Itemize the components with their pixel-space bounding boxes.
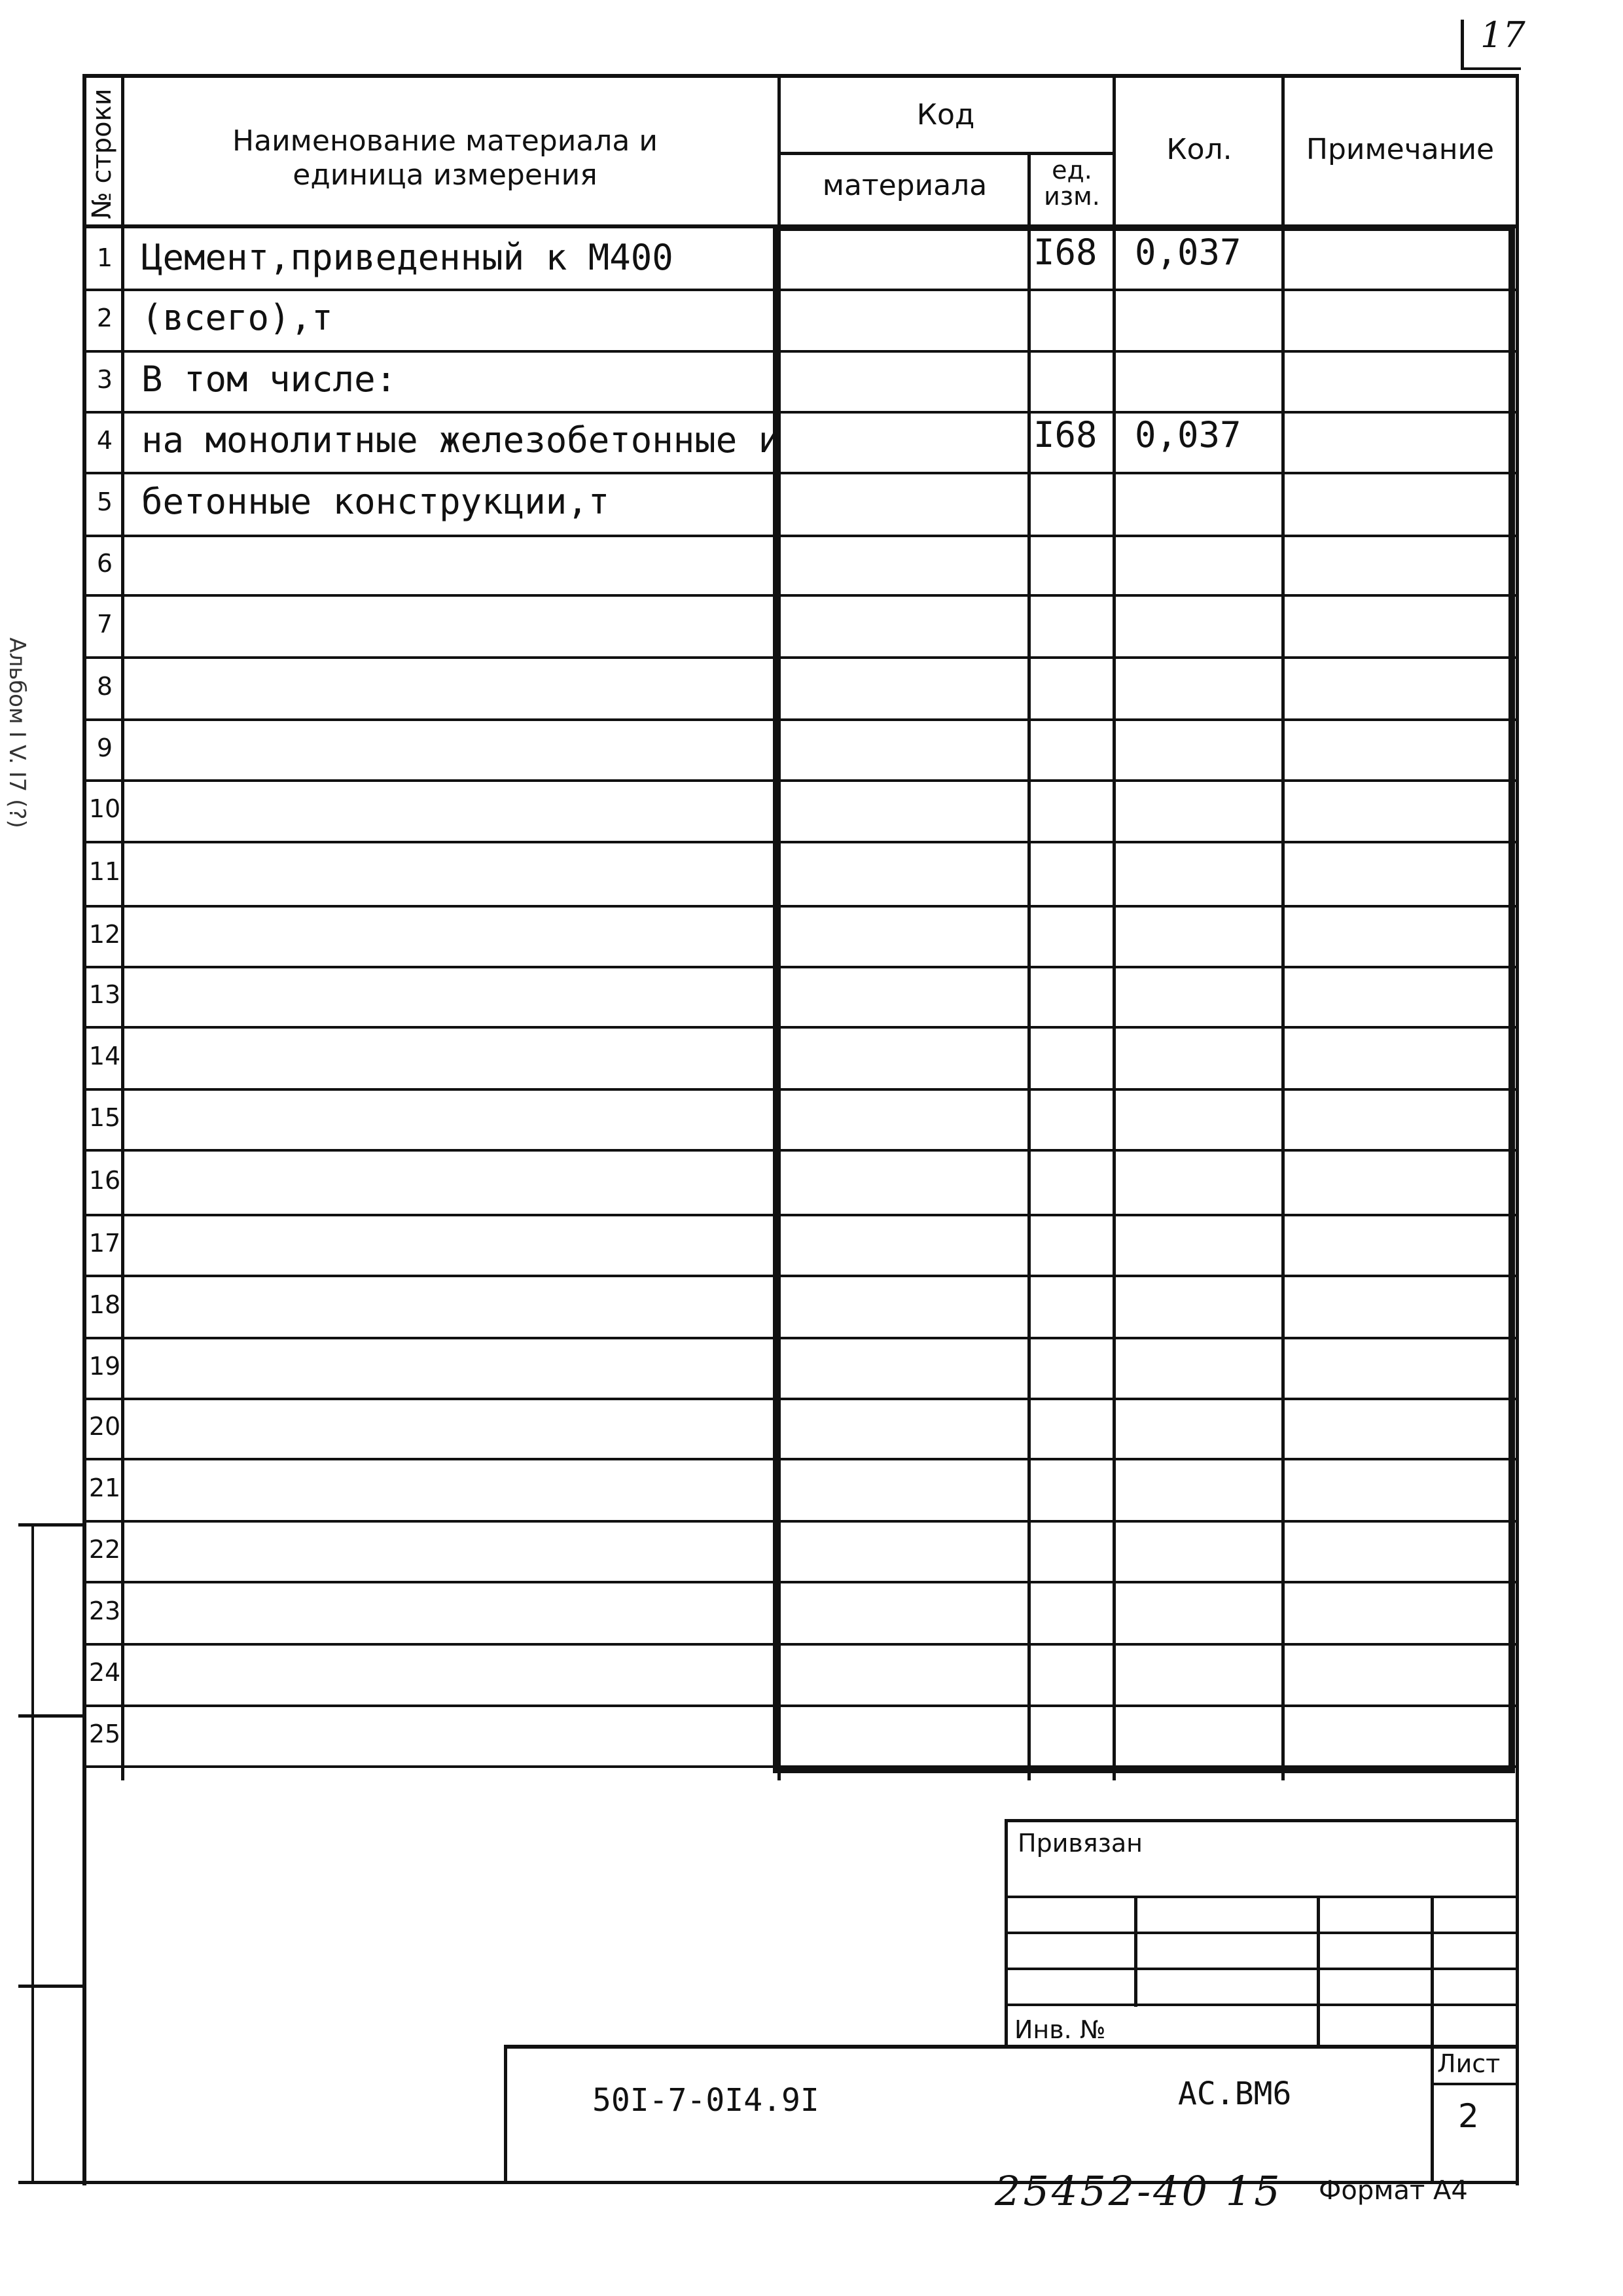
row-number: 17	[88, 1229, 121, 1258]
row-number: 3	[96, 365, 113, 394]
frame-bottom	[18, 2181, 1519, 2184]
row-number: 20	[88, 1412, 121, 1441]
doc-block-top	[504, 2045, 1519, 2049]
table-row	[82, 473, 1519, 536]
table-row	[82, 781, 1519, 842]
row-number: 23	[88, 1597, 121, 1625]
row-number: 8	[96, 672, 113, 701]
table-row	[82, 906, 1519, 967]
table-row	[82, 351, 1519, 412]
table-row	[82, 290, 1519, 351]
row-number: 22	[88, 1535, 121, 1564]
table-row	[82, 1399, 1519, 1459]
doc-block-left	[504, 2045, 507, 2184]
table-row	[82, 1521, 1519, 1582]
row-number: 14	[88, 1042, 121, 1070]
quantity: 0,037	[1135, 232, 1241, 273]
table-row	[82, 1459, 1519, 1521]
code-header: Код	[916, 98, 975, 132]
unit-code: I68	[1033, 232, 1097, 273]
corner-mark-line-bottom	[1461, 67, 1521, 70]
table-row	[82, 720, 1519, 781]
table-row	[82, 595, 1519, 658]
row-number: 4	[96, 426, 113, 455]
note-header: Примечание	[1306, 133, 1495, 166]
row-number: 18	[88, 1290, 121, 1319]
row-number: 13	[88, 980, 121, 1009]
attached-grid-h1	[1005, 1896, 1519, 1898]
row-number: 6	[96, 549, 113, 578]
row-number: 2	[96, 304, 113, 332]
material-name: В том числе:	[141, 359, 397, 400]
code-material-header: материала	[822, 169, 988, 202]
attached-grid-v2	[1317, 1896, 1320, 2047]
stamp-lower-left-line-3	[18, 1985, 85, 1988]
stamp-lower-left-line	[18, 1523, 85, 1527]
table-row	[82, 1150, 1519, 1215]
row-number: 15	[88, 1103, 121, 1132]
attached-label: Привязан	[1018, 1829, 1143, 1858]
row-number: 12	[88, 920, 121, 949]
stamp-left-vertical	[31, 1523, 34, 2181]
row-number: 9	[96, 733, 113, 762]
corner-mark-line	[1461, 20, 1464, 69]
table-row	[82, 967, 1519, 1027]
attached-grid-v3	[1431, 1896, 1434, 2046]
row-number: 24	[88, 1658, 121, 1687]
attached-grid-h2	[1005, 1932, 1519, 1934]
code-subheader-line	[777, 152, 1115, 155]
stamp-lower-left-line-2	[18, 1714, 85, 1718]
material-name: Цемент,приведенный к М400	[141, 237, 673, 278]
row-number: 25	[88, 1720, 121, 1748]
table-row	[82, 1276, 1519, 1338]
margin-text: Альбом I V. I7 (?)	[3, 637, 30, 828]
row-number: 1	[96, 243, 113, 272]
table-row	[82, 536, 1519, 595]
sheet-value: 2	[1458, 2097, 1479, 2135]
table-row	[82, 412, 1519, 473]
table-row	[82, 1644, 1519, 1706]
attached-grid-h3	[1005, 1968, 1519, 1970]
material-name: бетонные конструкции,т	[141, 481, 610, 522]
row-number: 5	[96, 487, 113, 516]
row-number: 16	[88, 1166, 121, 1195]
sheet-block-divider	[1431, 2083, 1519, 2085]
header-top-line	[82, 74, 1519, 78]
attached-block-top	[1005, 1819, 1519, 1822]
row-number: 19	[88, 1352, 121, 1381]
table-row	[82, 1089, 1519, 1150]
attached-grid-h4	[1005, 2004, 1519, 2006]
name-header: Наименование материала и единица измерения	[232, 124, 658, 192]
code-unit-header: ед. изм.	[1044, 156, 1100, 211]
table-row	[82, 1338, 1519, 1399]
doc-number: 50I-7-0I4.9I	[592, 2082, 819, 2119]
doc-code: АС.ВМ6	[1178, 2075, 1292, 2112]
bold-frame-top	[773, 224, 1515, 231]
sheet-label: Лист	[1437, 2049, 1501, 2078]
table-row	[82, 231, 1519, 290]
quantity: 0,037	[1135, 414, 1241, 455]
sheet-corner-mark: 17	[1480, 14, 1525, 56]
format-label: Формат А4	[1319, 2176, 1468, 2206]
row-number: 21	[88, 1474, 121, 1502]
table-row	[82, 1215, 1519, 1276]
archive-number: 25452-40 15	[995, 2167, 1283, 2215]
material-name: на монолитные железобетонные и	[141, 419, 780, 461]
table-row	[82, 658, 1519, 720]
row-number: 11	[88, 857, 121, 886]
table-row	[82, 842, 1519, 906]
qty-header: Кол.	[1166, 133, 1232, 166]
sheet-block-left	[1431, 2045, 1434, 2184]
table-row	[82, 1027, 1519, 1089]
material-name: (всего),т	[141, 297, 333, 338]
row-number: 10	[88, 794, 121, 823]
attached-grid-v1	[1134, 1896, 1137, 2007]
row-number-header: № строки	[87, 88, 117, 219]
unit-code: I68	[1033, 414, 1097, 455]
inv-label: Инв. №	[1014, 2015, 1106, 2044]
row-number: 7	[96, 610, 113, 639]
table-row	[82, 1706, 1519, 1767]
table-row	[82, 1582, 1519, 1644]
